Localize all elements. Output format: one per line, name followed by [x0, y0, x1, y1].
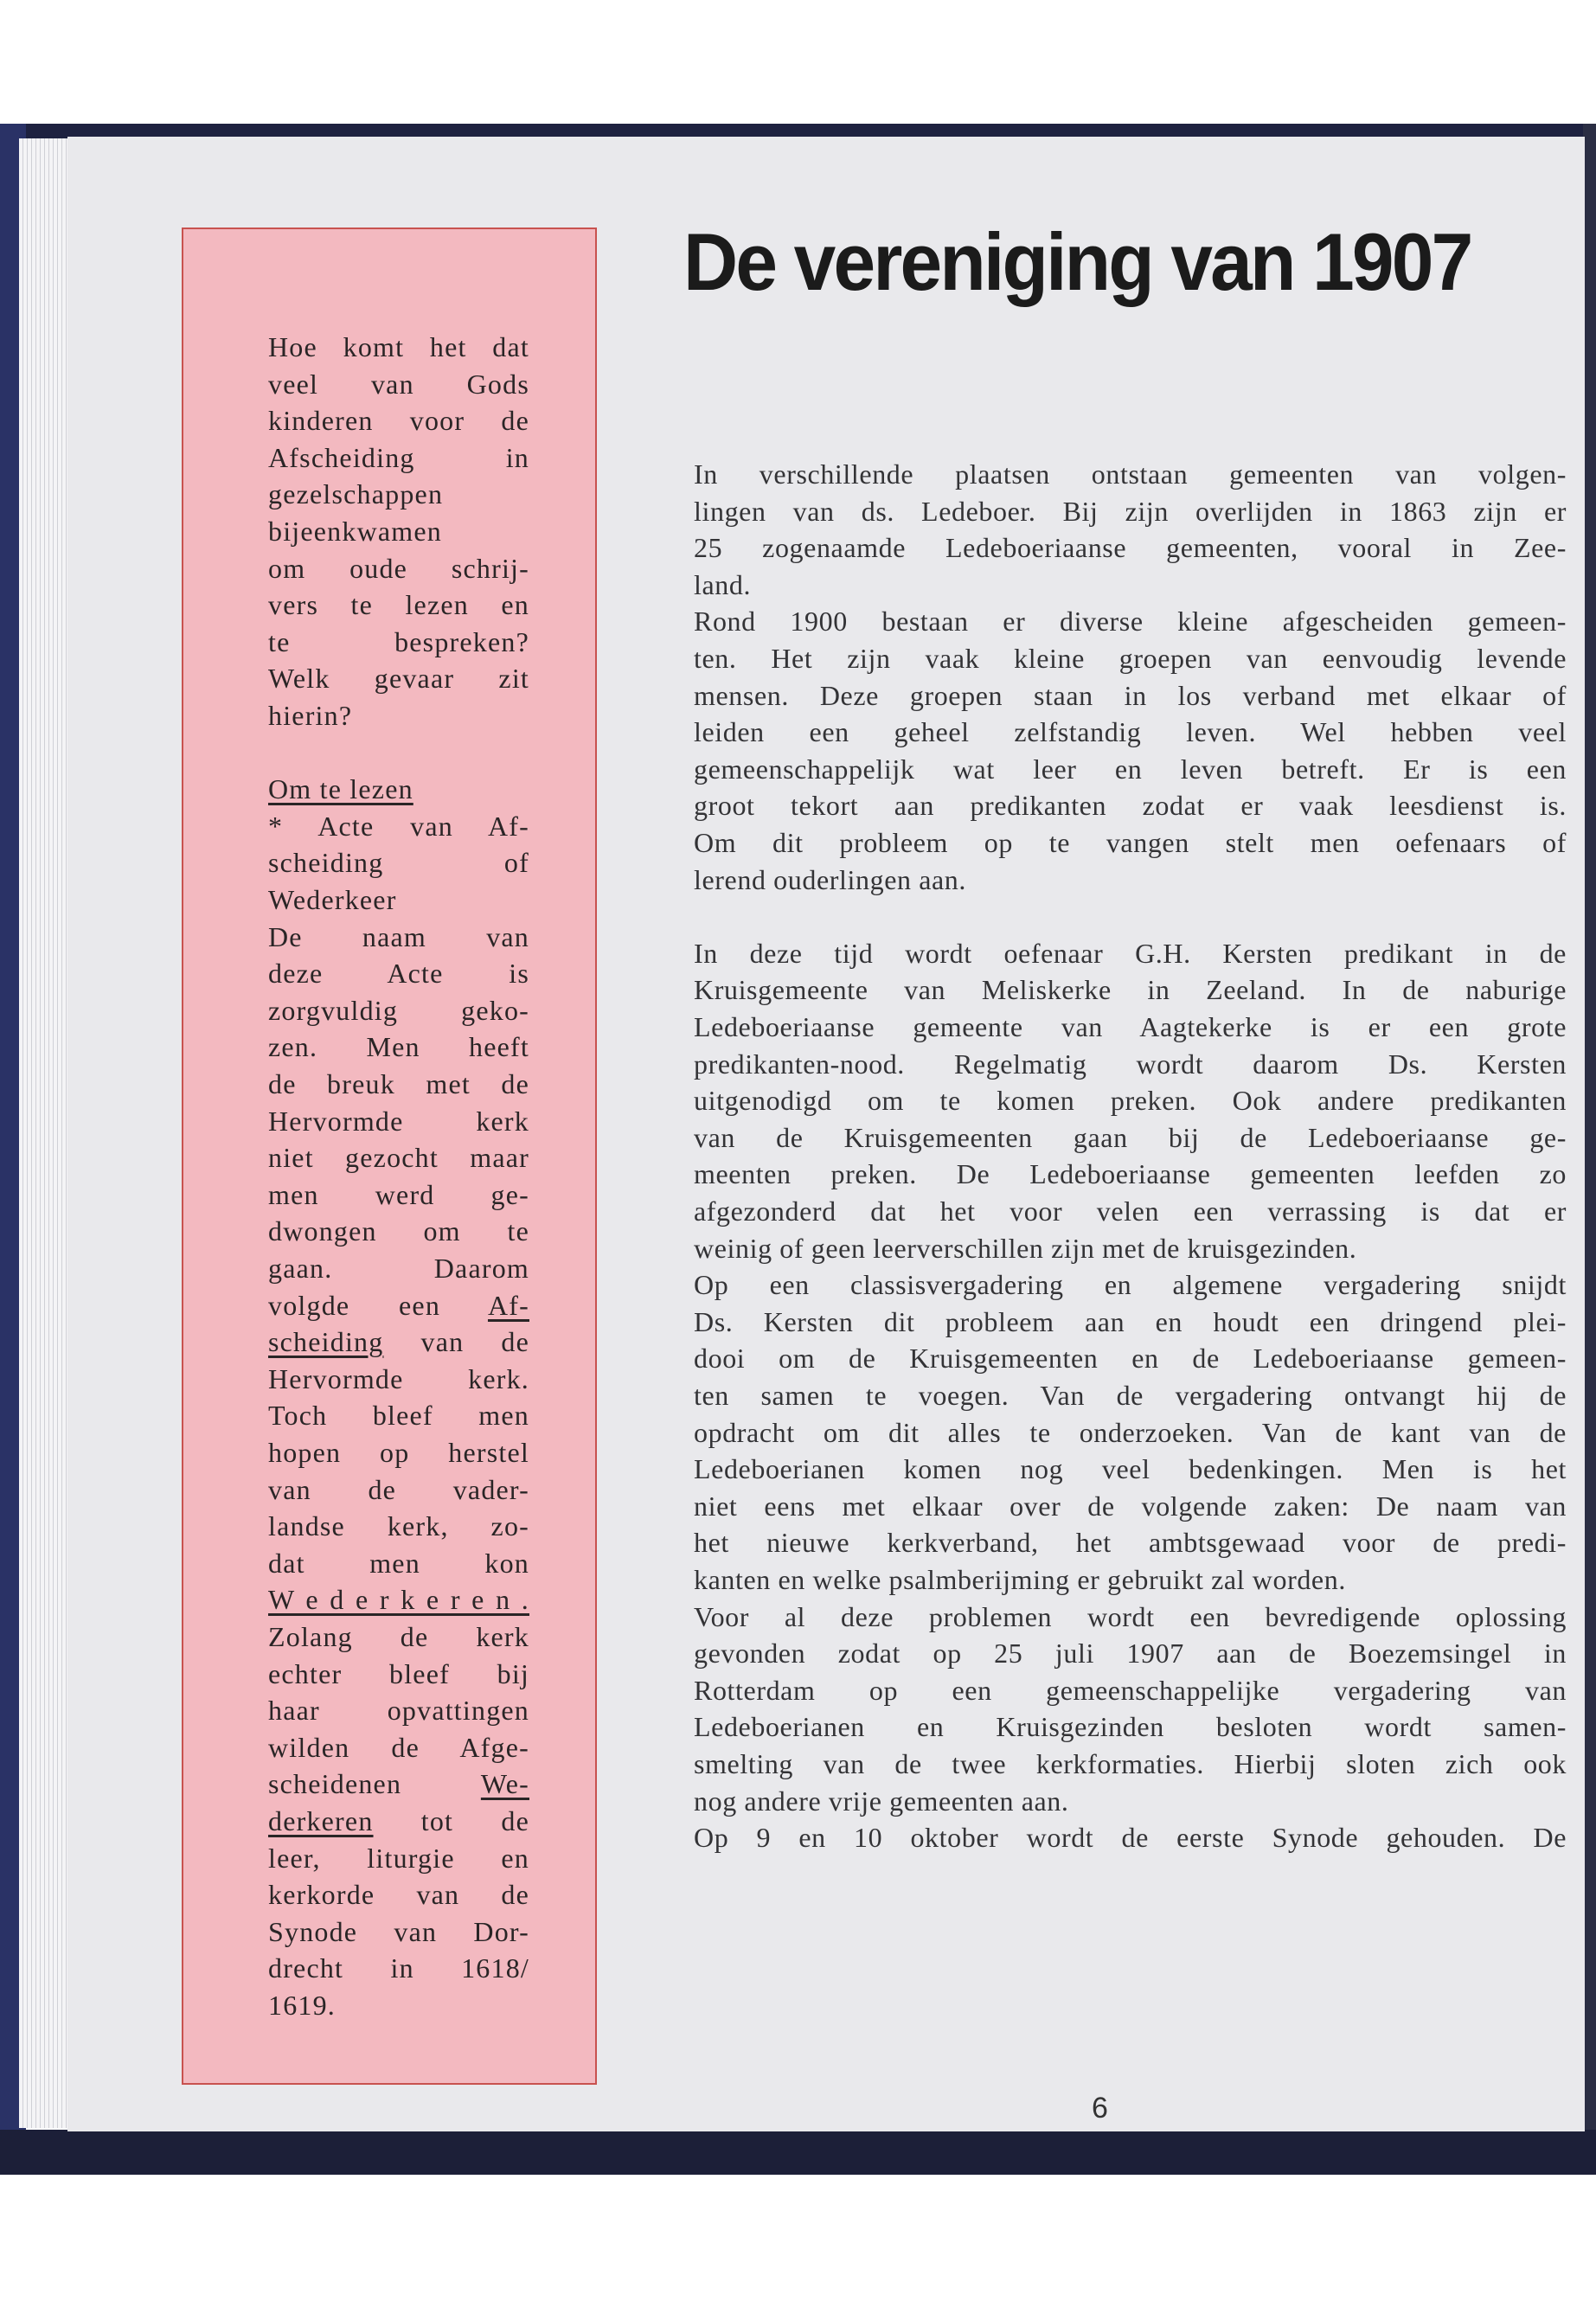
underlined-text: We-	[480, 1768, 529, 1800]
text-segment: Synode van Dor-	[268, 1915, 529, 1947]
sidebar-line	[268, 697, 529, 734]
body-text-line: gevonden zodat op 25 juli 1907 aan de Boezemsingel in	[694, 1638, 1567, 1670]
book-cover-bottom-edge	[0, 2130, 1596, 2175]
text-segment: de breuk met de	[268, 1068, 529, 1099]
text-segment: Hervormde kerk	[268, 1105, 529, 1137]
underlined-text: W e d e r k e r e n .	[268, 1584, 529, 1616]
body-text-line: In verschillende plaatsen ontstaan gemeenten van volgen-	[694, 458, 1567, 490]
underlined-text: derkeren	[268, 1805, 374, 1836]
text-segment: hopen op herstel	[268, 1437, 529, 1468]
sidebar-line	[268, 1176, 529, 1213]
body-text-line: lerend ouderlingen aan.	[694, 863, 967, 895]
text-segment: volgde een	[268, 1289, 488, 1321]
body-text-line: afgezonderd dat het voor velen een verrassing is dat er	[694, 1195, 1567, 1227]
body-text-line: meenten preken. De Ledeboeriaanse gemeenten leefden zo	[694, 1158, 1567, 1190]
sidebar-line	[268, 1029, 529, 1065]
body-text-line: land.	[694, 568, 752, 600]
text-segment: bijeenkwamen	[268, 516, 442, 547]
sidebar-line	[268, 1913, 529, 1950]
sidebar-line	[268, 734, 529, 771]
text-segment: van de	[383, 1326, 529, 1358]
sidebar-line	[268, 586, 529, 623]
sidebar-line	[268, 844, 529, 881]
text-segment: veel van Gods	[268, 368, 529, 400]
sidebar-line	[268, 1397, 529, 1433]
text-segment: * Acte van Af-	[268, 810, 529, 842]
sidebar-line	[268, 660, 529, 696]
text-segment: wilden de Afge-	[268, 1731, 529, 1763]
body-text-line: Ledeboeriaanse gemeente van Aagtekerke is er een grote	[694, 1011, 1567, 1042]
body-text-line: weinig of geen leerverschillen zijn met de kruisgezinden.	[694, 1232, 1357, 1264]
underlined-text: Om te lezen	[268, 773, 413, 805]
text-segment: tot de	[373, 1805, 529, 1836]
text-segment: scheidenen	[268, 1768, 481, 1800]
text-segment: De naam van	[268, 920, 529, 952]
body-text-line: leiden een geheel zelfstandig leven. Wel hebben veel	[694, 716, 1567, 748]
sidebar-line	[268, 1803, 529, 1839]
text-segment: gezelschappen	[268, 478, 444, 510]
sidebar-line	[268, 1876, 529, 1913]
text-segment: Welk gevaar zit	[268, 663, 529, 695]
page-number: 6	[1092, 2092, 1108, 2125]
sidebar-line	[268, 1618, 529, 1655]
text-segment: zorgvuldig geko-	[268, 994, 529, 1026]
text-segment: te bespreken?	[268, 625, 529, 657]
body-text-line: gemeenschappelijk wat leer en leven betreft. Er is een	[694, 753, 1567, 785]
sidebar-line	[268, 1361, 529, 1397]
body-text-line: nog andere vrije gemeenten aan.	[694, 1785, 1069, 1817]
sidebar-line	[268, 476, 529, 512]
sidebar-line	[268, 1545, 529, 1581]
sidebar-line	[268, 1987, 529, 2023]
body-text-line: mensen. Deze groepen staan in los verband met elkaar of	[694, 679, 1567, 711]
sidebar-line	[268, 808, 529, 844]
text-segment: gaan. Daarom	[268, 1253, 529, 1284]
sidebar-line	[268, 1139, 529, 1176]
sidebar-line	[268, 1840, 529, 1876]
body-text-line: niet eens met elkaar over de volgende zaken: De naam van	[694, 1490, 1567, 1522]
text-segment: Hervormde kerk.	[268, 1362, 529, 1394]
sidebar-line	[268, 1103, 529, 1139]
text-segment: leer, liturgie en	[268, 1842, 529, 1874]
text-segment: scheiding of	[268, 847, 529, 879]
body-text-line: Op 9 en 10 oktober wordt de eerste Synode gehouden. De	[694, 1822, 1567, 1854]
text-segment: Zolang de kerk	[268, 1621, 529, 1652]
sidebar-line	[268, 1066, 529, 1102]
text-segment: kerkorde van de	[268, 1879, 529, 1911]
underlined-text: scheiding	[268, 1326, 384, 1358]
body-text-line: Rond 1900 bestaan er diverse kleine afgescheiden gemeen-	[694, 606, 1567, 638]
text-segment: kinderen voor de	[268, 405, 529, 437]
body-text-line: van de Kruisgemeenten gaan bij de Ledeboeriaanse ge-	[694, 1121, 1567, 1153]
text-segment: dat men kon	[268, 1547, 529, 1579]
sidebar-line	[268, 1287, 529, 1324]
sidebar-line	[268, 1471, 529, 1508]
text-segment: hierin?	[268, 700, 353, 731]
sidebar-line	[268, 881, 529, 918]
text-segment: haar opvattingen	[268, 1695, 529, 1727]
sidebar-line	[268, 439, 529, 476]
text-segment: Hoe komt het dat	[268, 331, 529, 362]
body-text-line: lingen van ds. Ledeboer. Bij zijn overlijden in 1863 zijn er	[694, 495, 1567, 527]
body-text-line: groot tekort aan predikanten zodat er vaak leesdienst is.	[694, 790, 1567, 822]
page-stack-edges	[19, 138, 71, 2128]
sidebar-line	[268, 955, 529, 991]
text-segment: om oude schrij-	[268, 552, 529, 584]
sidebar-line	[268, 919, 529, 955]
text-segment: niet gezocht maar	[268, 1142, 529, 1174]
page-title: De vereniging van 1907	[683, 216, 1471, 307]
body-text-line: Ledeboerianen komen nog veel bedenkingen. Men is het	[694, 1453, 1567, 1485]
underlined-text: Af-	[487, 1289, 529, 1321]
sidebar-line	[268, 771, 529, 807]
text-segment: landse kerk, zo-	[268, 1510, 529, 1542]
text-segment: dwongen om te	[268, 1215, 529, 1247]
body-text-line: dooi om de Kruisgemeenten en de Ledeboeriaanse gemeen-	[694, 1343, 1567, 1375]
body-text-line: Op een classisvergadering en algemene vergadering snijdt	[694, 1269, 1567, 1301]
sidebar-line	[268, 366, 529, 402]
body-text-line: 25 zogenaamde Ledeboeriaanse gemeenten, vooral in Zee-	[694, 532, 1567, 564]
sidebar-line	[268, 1729, 529, 1766]
sidebar-line	[268, 1581, 529, 1618]
text-segment: men werd ge-	[268, 1178, 529, 1210]
sidebar-line	[268, 1766, 529, 1802]
text-segment: 1619.	[268, 1990, 336, 2021]
body-text-line: ten. Het zijn vaak kleine groepen van eenvoudig levende	[694, 643, 1567, 674]
text-segment: Afscheiding in	[268, 441, 529, 473]
body-text-line: In deze tijd wordt oefenaar G.H. Kersten predikant in de	[694, 937, 1567, 969]
sidebar-line	[268, 1434, 529, 1471]
sidebar-line	[268, 329, 529, 365]
body-text-line: Rotterdam op een gemeenschappelijke vergadering van	[694, 1674, 1567, 1706]
text-segment: deze Acte is	[268, 958, 529, 990]
body-text-line: het nieuwe kerkverband, het ambtsgewaad voor de predi-	[694, 1527, 1567, 1559]
body-text-line: Kruisgemeente van Meliskerke in Zeeland. In de naburige	[694, 974, 1567, 1006]
body-text-line: Ledeboerianen en Kruisgezinden besloten wordt samen-	[694, 1711, 1567, 1743]
sidebar-line	[268, 550, 529, 586]
sidebar-line	[268, 402, 529, 439]
sidebar-line	[268, 992, 529, 1029]
body-text-line: ten samen te voegen. Van de vergadering ontvangt hij de	[694, 1380, 1567, 1411]
sidebar-line	[268, 1656, 529, 1692]
sidebar-line	[268, 1692, 529, 1728]
body-text-line: smelting van de twee kerkformaties. Hierbij sloten zich ook	[694, 1748, 1567, 1779]
sidebar-line	[268, 1508, 529, 1544]
body-text-line: predikanten-nood. Regelmatig wordt daarom Ds. Kersten	[694, 1048, 1567, 1080]
sidebar-line	[268, 1950, 529, 1986]
text-segment: zen. Men heeft	[268, 1031, 529, 1063]
body-text-line: Voor al deze problemen wordt een bevredigende oplossing	[694, 1600, 1567, 1632]
sidebar-line	[268, 513, 529, 549]
body-text-line: uitgenodigd om te komen preken. Ook andere predikanten	[694, 1085, 1567, 1117]
sidebar-line	[268, 1324, 529, 1360]
body-text-line: Om dit probleem op te vangen stelt men oefenaars of	[694, 827, 1567, 858]
sidebar-line	[268, 624, 529, 660]
body-text-line: kanten en welke psalmberijming er gebruikt zal worden.	[694, 1564, 1346, 1595]
body-text-line: opdracht om dit alles te onderzoeken. Van de kant van de	[694, 1416, 1567, 1448]
text-segment: van de vader-	[268, 1473, 529, 1505]
text-segment: drecht in 1618/	[268, 1952, 529, 1984]
sidebar-line	[268, 1250, 529, 1286]
book-binding-right-edge	[1583, 124, 1596, 2174]
text-segment: Toch bleef men	[268, 1400, 529, 1432]
text-segment: Wederkeer	[268, 884, 397, 915]
body-text-line	[694, 898, 1567, 934]
body-text-line: Ds. Kersten dit probleem aan en houdt een dringend plei-	[694, 1305, 1567, 1337]
sidebar-line	[268, 1213, 529, 1249]
text-segment: echter bleef bij	[268, 1657, 529, 1689]
text-segment: vers te lezen en	[268, 589, 529, 621]
